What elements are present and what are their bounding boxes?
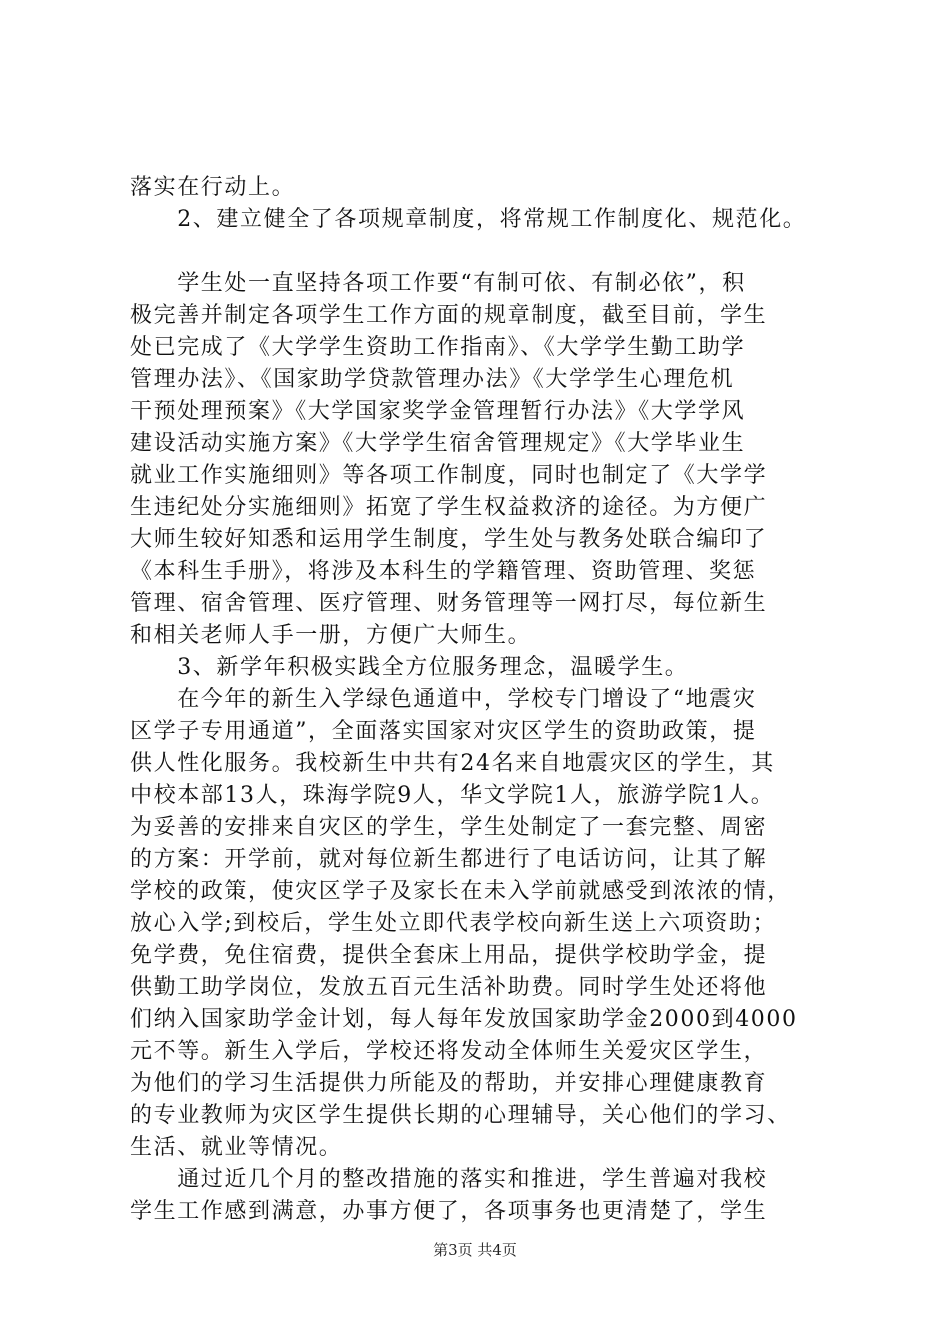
text-line: 落实在行动上。 bbox=[130, 175, 296, 200]
text-line: 处已完成了《大学学生资助工作指南》、《大学学生勤工助学 bbox=[130, 335, 746, 360]
page-footer: 第3页 共4页 bbox=[433, 1241, 517, 1259]
blank-line bbox=[130, 236, 835, 268]
text-line: 通过近几个月的整改措施的落实和推进，学生普遍对我校 bbox=[130, 1167, 768, 1192]
text-line: 学校的政策，使灾区学子及家长在未入学前就感受到浓浓的情， bbox=[130, 879, 791, 904]
text-line: 中校本部13人，珠海学院9人，华文学院1人，旅游学院1人。 bbox=[130, 783, 775, 808]
text-line: 极完善并制定各项学生工作方面的规章制度，截至目前，学生 bbox=[130, 303, 768, 328]
text-line: 供人性化服务。我校新生中共有24名来自地震灾区的学生，其 bbox=[130, 751, 775, 776]
text-line: 区学子专用通道”，全面落实国家对灾区学生的资助政策，提 bbox=[130, 719, 757, 744]
text-line: 和相关老师人手一册，方便广大师生。 bbox=[130, 623, 532, 648]
text-line: 生活、就业等情况。 bbox=[130, 1135, 343, 1160]
text-line: 们纳入国家助学金计划，每人每年发放国家助学金2000到4000 bbox=[130, 1007, 798, 1032]
text-line: 元不等。新生入学后，学校还将发动全体师生关爱灾区学生， bbox=[130, 1039, 768, 1064]
text-line: 就业工作实施细则》等各项工作制度，同时也制定了《大学学 bbox=[130, 463, 768, 488]
text-line: 的专业教师为灾区学生提供长期的心理辅导，关心他们的学习、 bbox=[130, 1103, 791, 1128]
text-line: 的方案：开学前，就对每位新生都进行了电话访问，让其了解 bbox=[130, 847, 768, 872]
text-line: 学生处一直坚持各项工作要“有制可依、有制必依”，积 bbox=[130, 271, 746, 296]
text-line: 2、建立健全了各项规章制度，将常规工作制度化、规范化。 bbox=[130, 207, 807, 232]
text-line: 为妥善的安排来自灾区的学生，学生处制定了一套完整、周密 bbox=[130, 815, 768, 840]
document-body bbox=[130, 172, 835, 1228]
text-line: 管理办法》、《国家助学贷款管理办法》《大学学生心理危机 bbox=[130, 367, 735, 392]
text-line: 3、新学年积极实践全方位服务理念，温暖学生。 bbox=[130, 655, 689, 680]
text-line: 免学费，免住宿费，提供全套床上用品，提供学校助学金，提 bbox=[130, 943, 768, 968]
text-line: 干预处理预案》《大学国家奖学金管理暂行办法》《大学学风 bbox=[130, 399, 746, 424]
text-line: 生违纪处分实施细则》拓宽了学生权益救济的途径。为方便广 bbox=[130, 495, 768, 520]
text-line: 《本科生手册》，将涉及本科生的学籍管理、资助管理、奖惩 bbox=[130, 559, 757, 584]
text-line: 在今年的新生入学绿色通道中，学校专门增设了“地震灾 bbox=[130, 687, 757, 712]
text-line: 建设活动实施方案》《大学学生宿舍管理规定》《大学毕业生 bbox=[130, 431, 746, 456]
text-line: 放心入学;到校后，学生处立即代表学校向新生送上六项资助； bbox=[130, 911, 777, 936]
text-line: 大师生较好知悉和运用学生制度，学生处与教务处联合编印了 bbox=[130, 527, 768, 552]
text-line: 学生工作感到满意，办事方便了，各项事务也更清楚了，学生 bbox=[130, 1199, 768, 1224]
text-line: 供勤工助学岗位，发放五百元生活补助费。同时学生处还将他 bbox=[130, 975, 768, 1000]
text-line: 为他们的学习生活提供力所能及的帮助，并安排心理健康教育 bbox=[130, 1071, 768, 1096]
text-line: 管理、宿舍管理、医疗管理、财务管理等一网打尽，每位新生 bbox=[130, 591, 768, 616]
